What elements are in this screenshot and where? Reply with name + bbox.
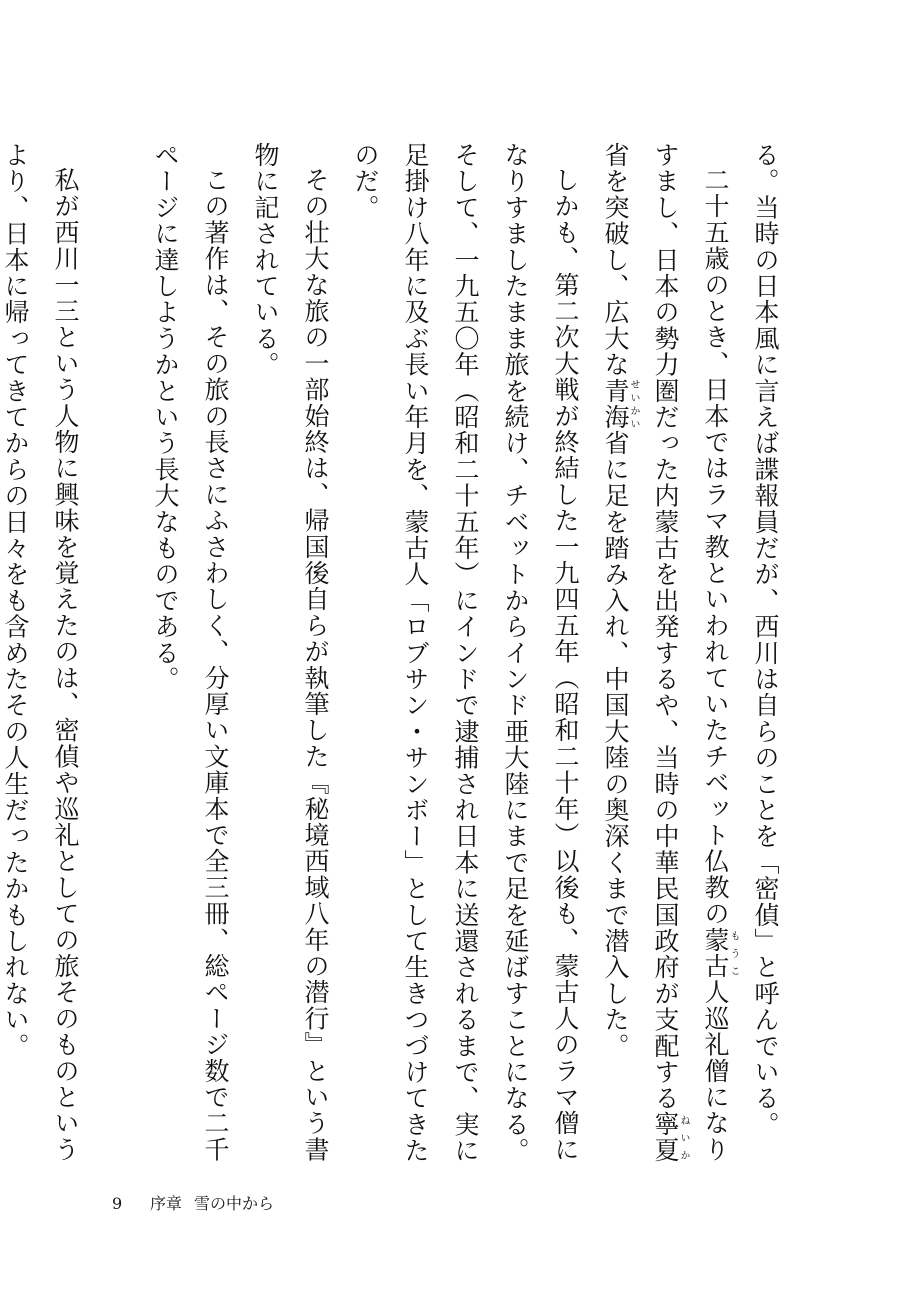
paragraph-2-part-1: 二十五歳のとき、日本ではラマ教といわれていたチベット仏教の: [701, 167, 730, 927]
page-number: 9: [112, 1194, 123, 1213]
paragraph-6: 私が西川一三という人物に興味を覚えたのは、密偵や巡礼としての旅そのものというより、日本に帰ってきてからの日々をも含めたその人生だったかもしれない。: [1, 142, 80, 1163]
page-footer: [112, 1194, 274, 1214]
ruby-moko: 蒙古もうこ: [701, 926, 739, 980]
section-title: 雪の中から: [194, 1194, 275, 1213]
ruby-neika: 寧夏ねいか: [651, 1111, 689, 1164]
paragraph-2-part-2: 人巡礼僧になりすまし、日本の勢力圏だった内蒙古を出発するや、当時の中華民国政府が支配する: [651, 142, 730, 1163]
paragraph-2: [590, 142, 740, 1182]
body-text: [1, 142, 790, 1182]
paragraph-3: しかも、第二次大戦が終結した一九四五年（昭和二十年）以後も、蒙古人のラマ僧になりすましたまま旅を続け、チベットからインド亜大陸にまで足を延ばすことになる。そして、一九五〇年（昭和二十五年）にインドで逮捕され日本に送還されるまで、実に足掛け八年に及ぶ長い年月を、蒙古人「ロブサン・サンボー」として生きつづけてきたのだ。: [351, 142, 580, 1164]
paragraph-1: る。当時の日本風に言えば諜報員だが、西川は自らのことを「密偵」と呼んでいる。: [751, 142, 780, 1138]
chapter-title: 序章: [150, 1194, 183, 1213]
paragraph-2-part-3: 省を突破し、広大な: [601, 142, 630, 378]
paragraph-4: その壮大な旅の一部始終は、帰国後自らが執筆した『秘境西域八年の潜行』という書物に記されている。: [251, 142, 330, 1163]
ruby-seikai: 青海せいかい: [601, 377, 639, 431]
paragraph-2-part-4: 省に足を踏み入れ、中国大陸の奥深くまで潜入した。: [601, 430, 630, 1060]
paragraph-5: この著作は、その旅の長さにふさわしく、分厚い文庫本で全三冊、総ページ数で二千ページに達しようかという長大なものである。: [151, 142, 230, 1163]
